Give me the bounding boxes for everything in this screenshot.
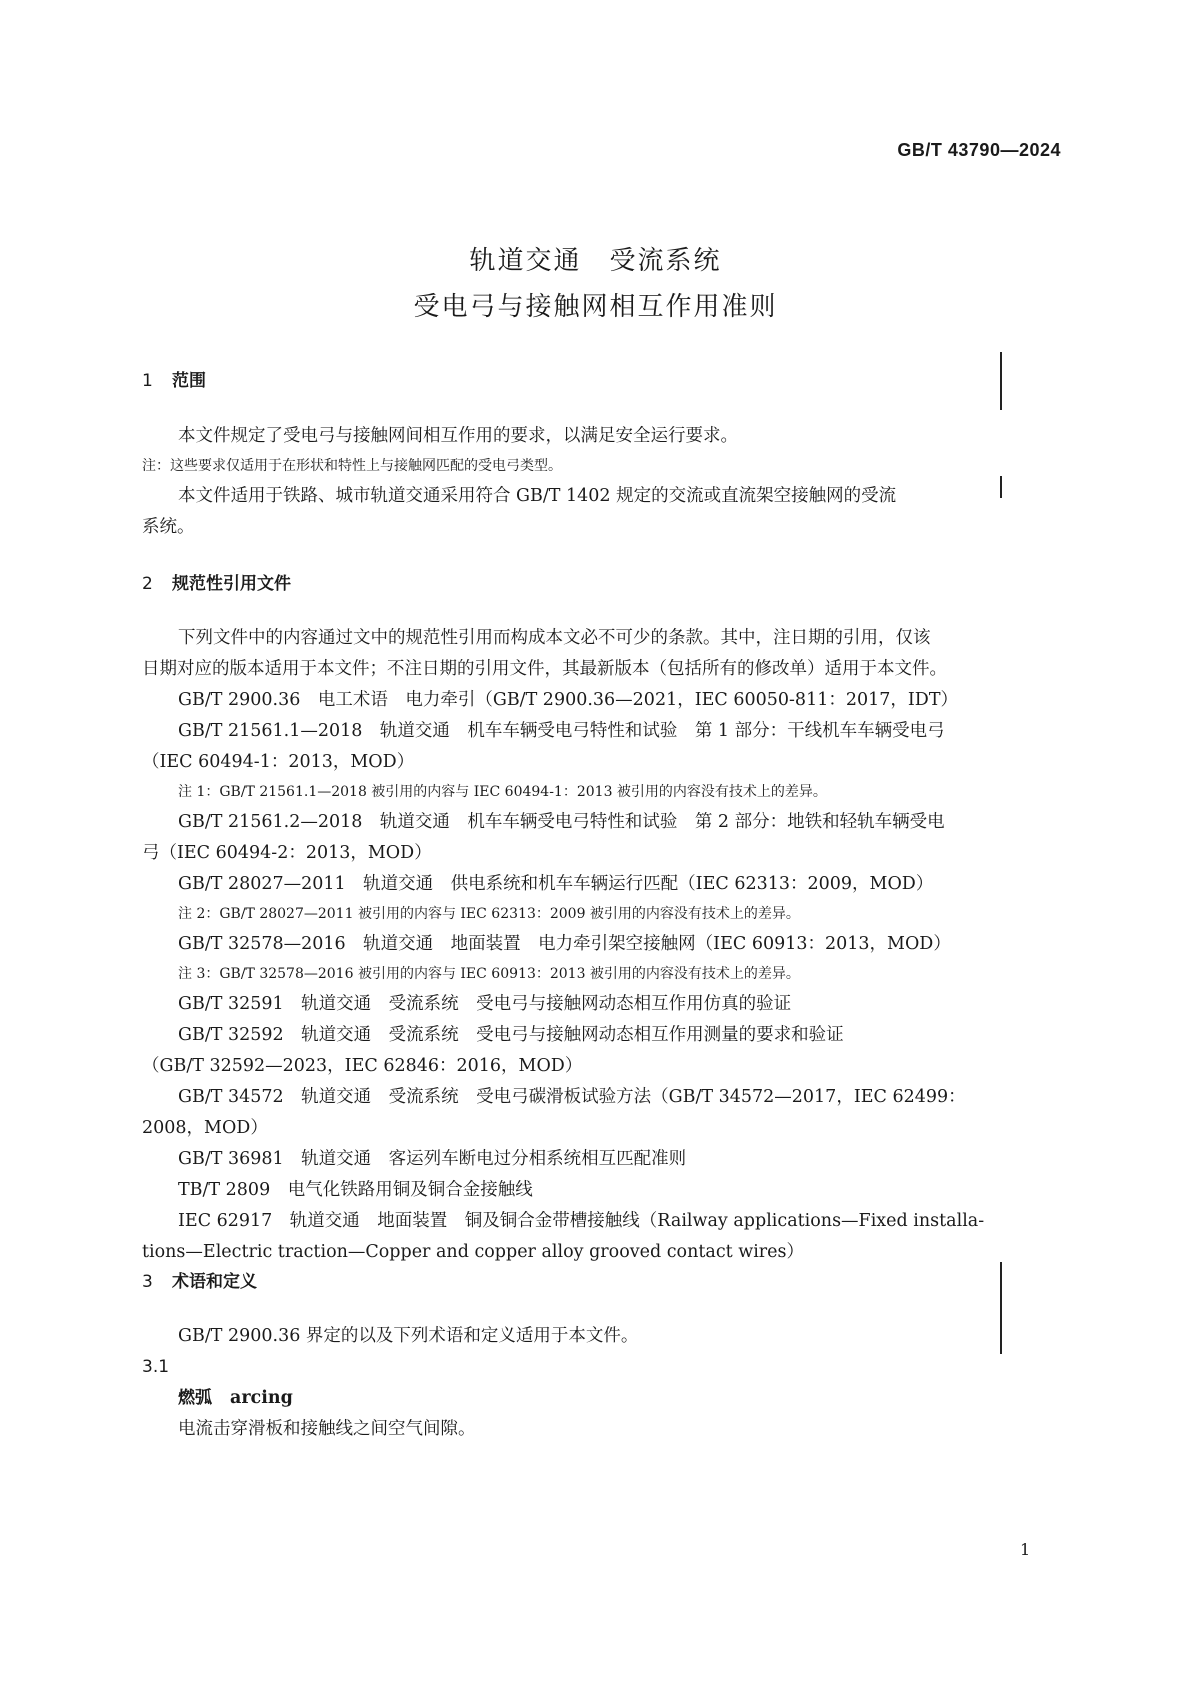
term-english: arcing bbox=[230, 1388, 293, 1408]
reference-item-continuation: （IEC 60494-1：2013，MOD） bbox=[142, 752, 415, 772]
section-1-body bbox=[142, 421, 1062, 543]
section-title: 规范性引用文件 bbox=[172, 574, 291, 594]
term-number: 3.1 bbox=[142, 1357, 170, 1377]
section-heading bbox=[142, 1267, 257, 1292]
note: 注 3：GB/T 32578—2016 被引用的内容与 IEC 60913：2013 被引用的内容没有技术上的差异。 bbox=[178, 966, 800, 982]
reference-item: GB/T 28027—2011 轨道交通 供电系统和机车车辆运行匹配（IEC 62313：2009，MOD） bbox=[178, 874, 934, 894]
reference-item: GB/T 32591 轨道交通 受流系统 受电弓与接触网动态相互作用仿真的验证 bbox=[178, 994, 792, 1014]
section-heading bbox=[142, 366, 206, 391]
section-number: 3 bbox=[142, 1272, 153, 1292]
change-bar bbox=[1000, 352, 1002, 410]
paragraph: 本文件适用于铁路、城市轨道交通采用符合 GB/T 1402 规定的交流或直流架空接触网的受流 bbox=[178, 486, 897, 506]
reference-item-continuation: tions—Electric traction—Copper and copper alloy grooved contact wires） bbox=[142, 1242, 804, 1262]
section-number: 2 bbox=[142, 574, 153, 594]
section-title: 范围 bbox=[172, 371, 206, 391]
reference-item-continuation: 弓（IEC 60494-2：2013，MOD） bbox=[142, 843, 432, 863]
term-entry bbox=[142, 1383, 1062, 1414]
paragraph-continuation: 日期对应的版本适用于本文件；不注日期的引用文件，其最新版本（包括所有的修改单）适用于本文件。 bbox=[142, 659, 947, 679]
section-title: 术语和定义 bbox=[172, 1272, 257, 1292]
reference-item: TB/T 2809 电气化铁路用铜及铜合金接触线 bbox=[178, 1180, 533, 1200]
note: 注 2：GB/T 28027—2011 被引用的内容与 IEC 62313：2009 被引用的内容没有技术上的差异。 bbox=[178, 906, 800, 922]
paragraph: 下列文件中的内容通过文中的规范性引用而构成本文必不可少的条款。其中，注日期的引用，仅该 bbox=[178, 628, 931, 648]
title-line-1: 轨道交通 受流系统 bbox=[469, 246, 722, 276]
reference-item-continuation: （GB/T 32592—2023，IEC 62846：2016，MOD） bbox=[142, 1056, 583, 1076]
reference-item: GB/T 2900.36 电工术语 电力牵引（GB/T 2900.36—2021，IEC 60050-811：2017，IDT） bbox=[178, 690, 958, 710]
section-2-body bbox=[142, 623, 1062, 1268]
section-3-body bbox=[142, 1321, 1062, 1445]
paragraph: 本文件规定了受电弓与接触网间相互作用的要求，以满足安全运行要求。 bbox=[178, 426, 738, 446]
reference-item: GB/T 32592 轨道交通 受流系统 受电弓与接触网动态相互作用测量的要求和验证 bbox=[178, 1025, 844, 1045]
reference-item: GB/T 36981 轨道交通 客运列车断电过分相系统相互匹配准则 bbox=[178, 1149, 687, 1169]
term-definition: 电流击穿滑板和接触线之间空气间隙。 bbox=[178, 1419, 476, 1439]
title-line-2: 受电弓与接触网相互作用准则 bbox=[413, 292, 778, 322]
standard-code: GB/T 43790—2024 bbox=[897, 140, 1061, 160]
paragraph-continuation: 系统。 bbox=[142, 517, 195, 537]
reference-item: IEC 62917 轨道交通 地面装置 铜及铜合金带槽接触线（Railway applications—Fixed installa- bbox=[178, 1211, 985, 1231]
reference-item-continuation: 2008，MOD） bbox=[142, 1118, 268, 1138]
reference-item: GB/T 32578—2016 轨道交通 地面装置 电力牵引架空接触网（IEC 60913：2013，MOD） bbox=[178, 934, 951, 954]
note: 注 1：GB/T 21561.1—2018 被引用的内容与 IEC 60494-1：2013 被引用的内容没有技术上的差异。 bbox=[178, 784, 827, 800]
section-heading bbox=[142, 569, 291, 594]
note: 注：这些要求仅适用于在形状和特性上与接触网匹配的受电弓类型。 bbox=[142, 458, 562, 474]
reference-item: GB/T 34572 轨道交通 受流系统 受电弓碳滑板试验方法（GB/T 34572—2017，IEC 62499： bbox=[178, 1087, 966, 1107]
paragraph: GB/T 2900.36 界定的以及下列术语和定义适用于本文件。 bbox=[178, 1326, 639, 1346]
page-number: 1 bbox=[1020, 1540, 1031, 1559]
reference-item: GB/T 21561.1—2018 轨道交通 机车车辆受电弓特性和试验 第 1 部分：干线机车车辆受电弓 bbox=[178, 721, 945, 741]
section-number: 1 bbox=[142, 371, 153, 391]
reference-item: GB/T 21561.2—2018 轨道交通 机车车辆受电弓特性和试验 第 2 部分：地铁和轻轨车辆受电 bbox=[178, 812, 945, 832]
term-chinese: 燃弧 bbox=[178, 1388, 212, 1408]
